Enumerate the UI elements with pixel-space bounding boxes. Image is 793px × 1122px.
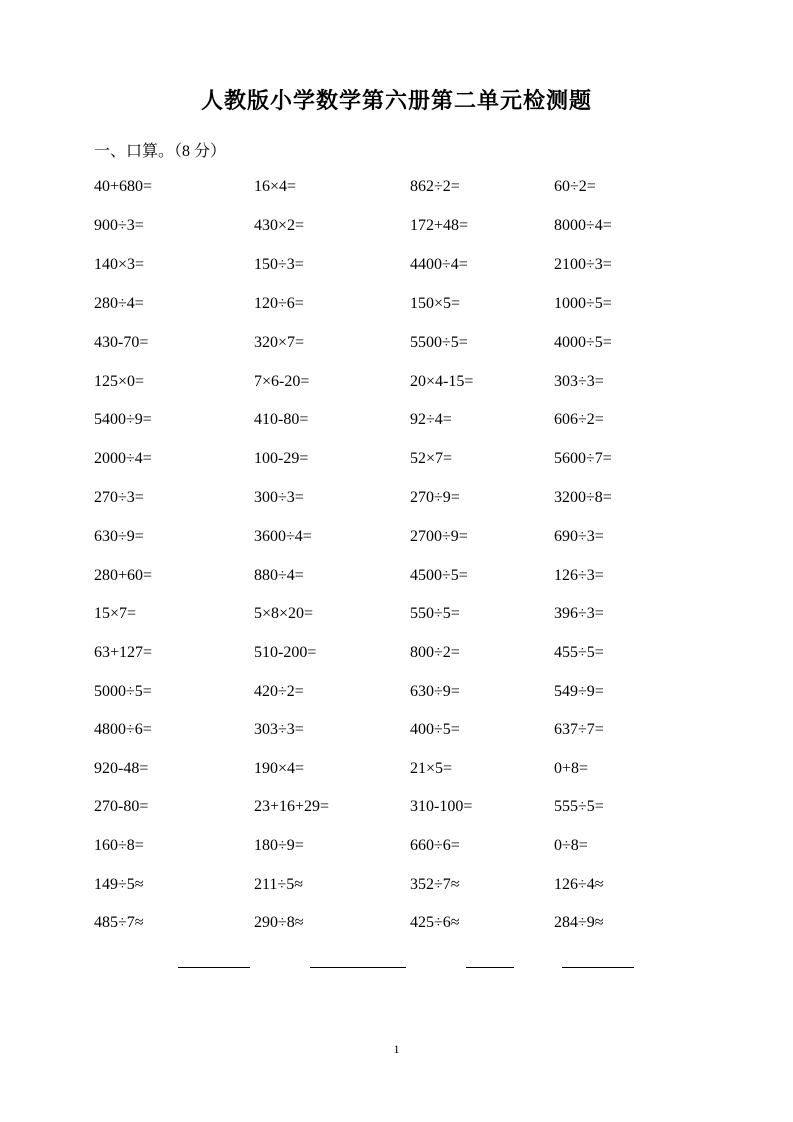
problem-item: 303÷3= (254, 721, 304, 738)
problem-item: 430-70= (94, 334, 149, 351)
problem-item: 310-100= (410, 798, 473, 815)
page-title: 人教版小学数学第六册第二单元检测题 (200, 88, 592, 113)
problem-item: 60÷2= (554, 178, 596, 195)
problem-item: 690÷3= (554, 528, 604, 545)
problem-item: 52×7= (410, 450, 453, 467)
answer-line (310, 967, 406, 968)
problem-item: 126÷4≈ (554, 876, 604, 893)
problem-item: 630÷9= (94, 528, 144, 545)
problem-item: 160÷8= (94, 837, 144, 854)
problem-item: 150÷3= (254, 256, 304, 273)
problem-item: 15×7= (94, 605, 137, 622)
problem-item: 637÷7= (554, 721, 604, 738)
problem-item: 8000÷4= (554, 217, 612, 234)
problem-item: 40+680= (94, 178, 153, 195)
problem-item: 190×4= (254, 760, 305, 777)
problem-item: 0÷8= (554, 837, 588, 854)
problem-item: 555÷5= (554, 798, 604, 815)
problem-item: 21×5= (410, 760, 453, 777)
problem-item: 4800÷6= (94, 721, 152, 738)
problem-item: 5×8×20= (254, 605, 314, 622)
problem-item: 880÷4= (254, 567, 304, 584)
problem-item: 920-48= (94, 760, 149, 777)
problem-item: 4000÷5= (554, 334, 612, 351)
answer-line (178, 967, 250, 968)
problem-item: 455÷5= (554, 644, 604, 661)
problem-item: 120÷6= (254, 295, 304, 312)
problem-item: 16×4= (254, 178, 297, 195)
problem-item: 400÷5= (410, 721, 460, 738)
problem-item: 63+127= (94, 644, 153, 661)
page-number: 1 (393, 1042, 400, 1056)
problem-item: 149÷5≈ (94, 876, 144, 893)
problem-item: 270÷3= (94, 489, 144, 506)
section-heading: 一、口算。（8 分） (94, 143, 227, 160)
problem-item: 862÷2= (410, 178, 460, 195)
problem-item: 800÷2= (410, 644, 460, 661)
problem-item: 3600÷4= (254, 528, 312, 545)
problem-item: 140×3= (94, 256, 145, 273)
problem-item: 900÷3= (94, 217, 144, 234)
problem-item: 606÷2= (554, 411, 604, 428)
problem-item: 270÷9= (410, 489, 460, 506)
answer-line (466, 967, 514, 968)
problem-item: 290÷8≈ (254, 914, 304, 931)
problem-item: 425÷6≈ (410, 914, 460, 931)
problem-item: 284÷9≈ (554, 914, 604, 931)
problem-item: 420÷2= (254, 683, 304, 700)
problem-item: 23+16+29= (254, 798, 330, 815)
problem-item: 352÷7≈ (410, 876, 460, 893)
problem-item: 410-80= (254, 411, 309, 428)
problem-item: 280+60= (94, 567, 153, 584)
problem-item: 485÷7≈ (94, 914, 144, 931)
problem-item: 2000÷4= (94, 450, 152, 467)
problem-item: 4400÷4= (410, 256, 468, 273)
problem-item: 430×2= (254, 217, 305, 234)
problem-item: 630÷9= (410, 683, 460, 700)
problem-item: 5000÷5= (94, 683, 152, 700)
problem-item: 303÷3= (554, 373, 604, 390)
problem-item: 660÷6= (410, 837, 460, 854)
problem-item: 4500÷5= (410, 567, 468, 584)
problem-item: 300÷3= (254, 489, 304, 506)
problem-item: 396÷3= (554, 605, 604, 622)
problem-item: 270-80= (94, 798, 149, 815)
problem-item: 92÷4= (410, 411, 452, 428)
problem-item: 280÷4= (94, 295, 144, 312)
problem-item: 20×4-15= (410, 373, 474, 390)
problem-item: 2700÷9= (410, 528, 468, 545)
problem-item: 1000÷5= (554, 295, 612, 312)
problem-item: 510-200= (254, 644, 317, 661)
problem-item: 550÷5= (410, 605, 460, 622)
problem-item: 172+48= (410, 217, 469, 234)
problem-item: 126÷3= (554, 567, 604, 584)
problem-item: 211÷5≈ (254, 876, 303, 893)
problem-item: 5400÷9= (94, 411, 152, 428)
problem-item: 180÷9= (254, 837, 304, 854)
problem-item: 5500÷5= (410, 334, 468, 351)
problem-item: 2100÷3= (554, 256, 612, 273)
problem-item: 125×0= (94, 373, 145, 390)
problem-item: 0+8= (554, 760, 589, 777)
problem-item: 7×6-20= (254, 373, 310, 390)
answer-line (562, 967, 634, 968)
problem-item: 549÷9= (554, 683, 604, 700)
problem-item: 5600÷7= (554, 450, 612, 467)
problem-item: 3200÷8= (554, 489, 612, 506)
problem-item: 320×7= (254, 334, 305, 351)
problem-item: 100-29= (254, 450, 309, 467)
problem-item: 150×5= (410, 295, 461, 312)
